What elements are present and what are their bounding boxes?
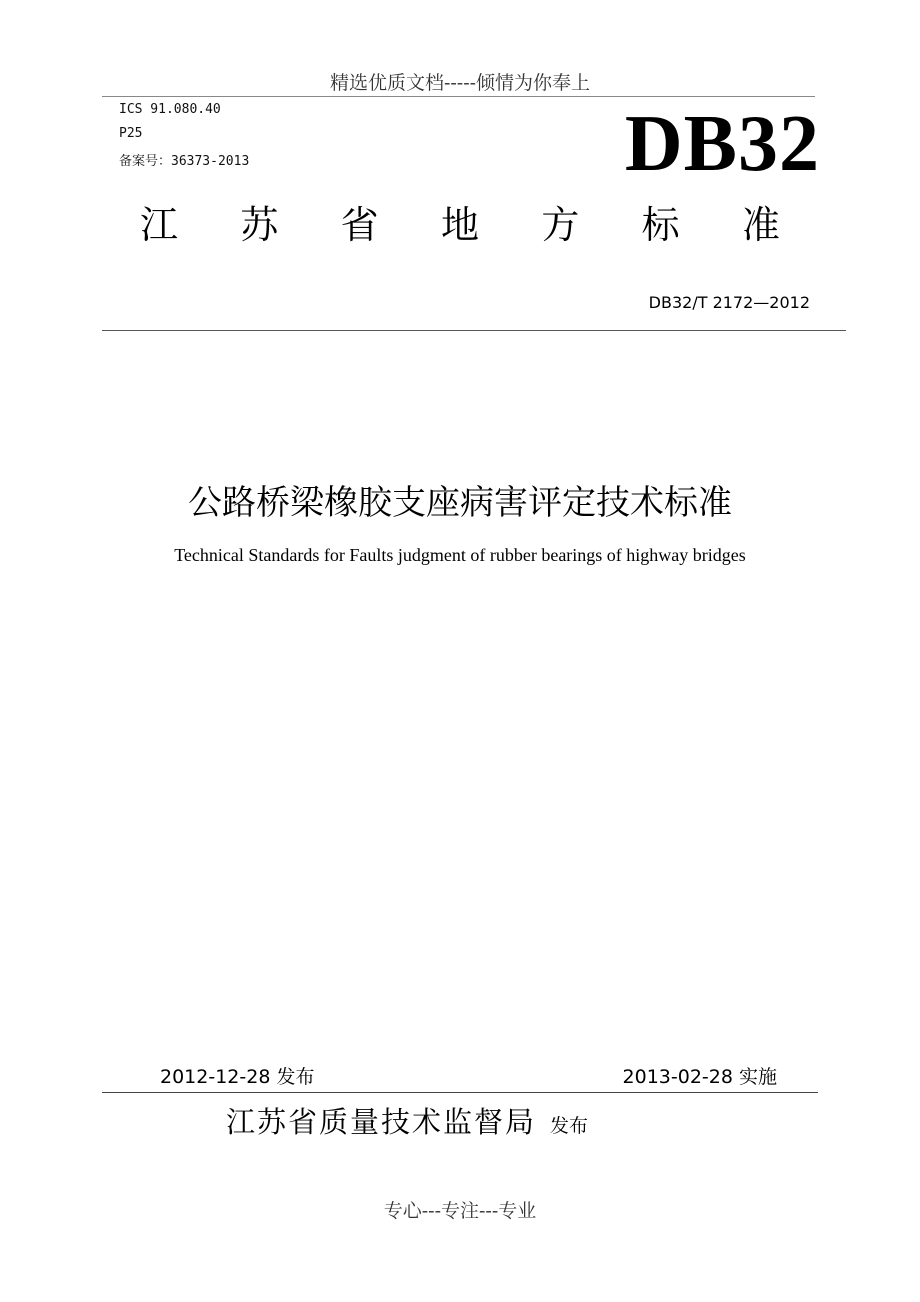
record-number: 备案号：36373-2013	[119, 154, 250, 169]
standard-type-char: 省	[340, 203, 379, 247]
standard-type-char: 苏	[240, 203, 279, 247]
issuer-line	[226, 1100, 588, 1141]
document-title-cn: 公路桥梁橡胶支座病害评定技术标准	[188, 483, 732, 523]
standard-type-char: 地	[440, 203, 479, 247]
standard-type-char: 江	[140, 203, 179, 247]
header-divider	[102, 96, 815, 97]
issuer-suffix: 发布	[550, 1115, 589, 1137]
top-divider	[102, 330, 846, 331]
standard-type-char: 方	[541, 203, 580, 247]
page-header-text: 精选优质文档-----倾情为你奉上	[329, 72, 591, 94]
ics-code: ICS 91.080.40	[119, 102, 221, 117]
issuer-name: 江苏省质量技术监督局	[226, 1105, 537, 1139]
page-footer-text: 专心---专注---专业	[383, 1200, 537, 1222]
standard-number: DB32/T 2172—2012	[648, 293, 810, 312]
issue-date: 2012-12-28 发布	[160, 1066, 315, 1088]
bottom-divider	[102, 1092, 818, 1093]
standard-type-heading	[140, 203, 780, 247]
implementation-date: 2013-02-28 实施	[622, 1066, 777, 1088]
category-code: P25	[119, 126, 143, 141]
standard-type-char: 准	[741, 203, 780, 247]
document-title-en: Technical Standards for Faults judgment of rubber bearings of highway bridges	[174, 545, 746, 565]
standard-logo: DB32	[624, 100, 820, 188]
standard-type-char: 标	[641, 203, 680, 247]
